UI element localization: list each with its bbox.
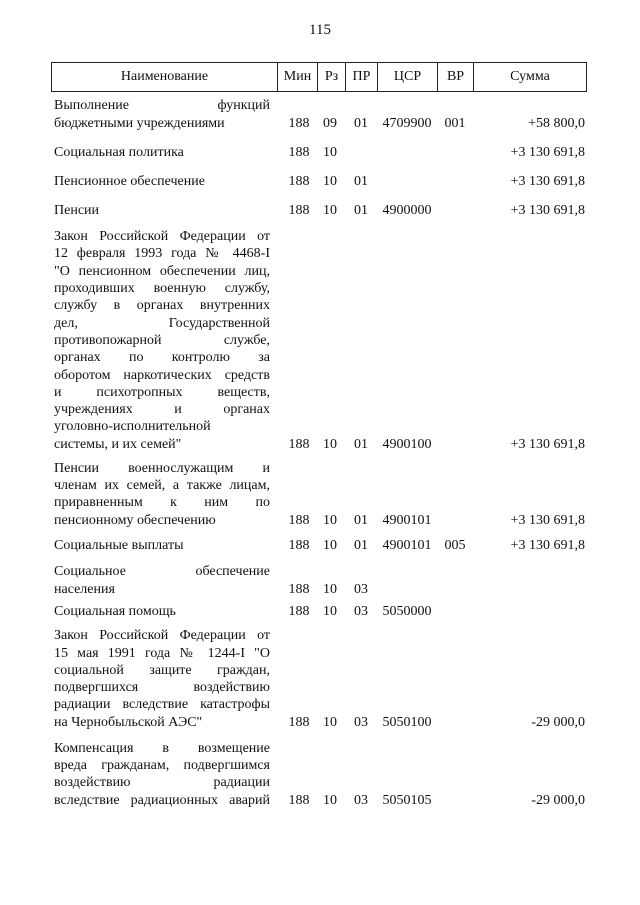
- row-pr: 03: [354, 603, 368, 619]
- page-number: 115: [309, 22, 331, 38]
- row-pr: 01: [354, 202, 368, 218]
- row-name-line: проходивших военную службу,: [54, 281, 270, 297]
- row-rz: 10: [323, 581, 337, 597]
- table-row: [0, 740, 640, 809]
- row-pr: 01: [354, 537, 368, 553]
- table-row: [0, 173, 640, 190]
- row-rz: 10: [323, 714, 337, 730]
- row-name-line: Пенсии: [54, 202, 100, 218]
- row-vr: [437, 436, 473, 453]
- row-vr: [437, 792, 473, 809]
- row-pr: [345, 144, 377, 161]
- row-name-line: противопожарной службе,: [54, 332, 270, 348]
- row-name-line: радиации вследствие катастрофы: [54, 697, 270, 713]
- row-name-line: оборотом наркотических средств: [54, 367, 270, 383]
- row-name-line: вреда гражданам, подвергшимся: [54, 758, 270, 774]
- row-name-line: бюджетными учреждениями: [54, 115, 225, 131]
- row-csr: [377, 144, 437, 161]
- row-vr: [437, 512, 473, 529]
- row-name-line: Компенсация в возмещение: [54, 740, 270, 756]
- header-vr: ВР: [438, 63, 474, 92]
- row-name: [54, 173, 270, 190]
- row-vr: [437, 144, 473, 161]
- header-min: Мин: [278, 63, 318, 92]
- row-name-line: системы, и их семей": [54, 436, 182, 452]
- row-name: [54, 144, 270, 161]
- row-name-line: социальной защите граждан,: [54, 662, 270, 678]
- row-name-line: Пенсии военнослужащим и: [54, 460, 270, 476]
- row-name-line: вследствие радиационных аварий: [54, 792, 270, 808]
- row-min: 188: [288, 115, 310, 131]
- row-name: [54, 563, 270, 598]
- row-name: [54, 740, 270, 809]
- row-rz: 10: [323, 436, 337, 452]
- row-csr: [377, 173, 437, 190]
- row-csr: [377, 581, 437, 598]
- row-sum: +58 800,0: [528, 115, 585, 131]
- row-name-line: службу в органах внутренних: [54, 298, 270, 314]
- row-pr: 01: [354, 115, 368, 131]
- row-rz: 10: [323, 537, 337, 553]
- row-name-line: Социальная политика: [54, 144, 184, 160]
- row-name-line: Социальные выплаты: [54, 537, 184, 553]
- row-pr: 03: [354, 581, 368, 597]
- table-row: [0, 563, 640, 598]
- row-min: 188: [288, 792, 310, 808]
- row-csr: 5050100: [382, 714, 432, 730]
- row-min: 188: [288, 173, 310, 189]
- row-vr: 005: [444, 537, 466, 553]
- row-rz: 10: [323, 512, 337, 528]
- row-name-line: подвергшихся воздействию: [54, 680, 270, 696]
- row-csr: 5050000: [382, 603, 432, 619]
- header-name: Наименование: [52, 63, 278, 92]
- row-pr: 03: [354, 792, 368, 808]
- row-min: 188: [288, 512, 310, 528]
- row-min: 188: [288, 436, 310, 452]
- row-name: [54, 97, 270, 132]
- row-vr: [437, 173, 473, 190]
- row-name-line: воздействию радиации: [54, 775, 270, 791]
- row-name: [54, 202, 270, 219]
- table-row: [0, 537, 640, 554]
- row-name-line: 12 февраля 1993 года № 4468-I: [54, 246, 270, 262]
- row-pr: 03: [354, 714, 368, 730]
- row-name-line: Социальная помощь: [54, 603, 176, 619]
- row-rz: 10: [323, 202, 337, 218]
- row-csr: 5050105: [382, 792, 432, 808]
- table-row: [0, 627, 640, 731]
- row-name-line: приравненным к ним по: [54, 495, 270, 511]
- row-name: [54, 460, 270, 529]
- row-sum: +3 130 691,8: [510, 173, 585, 189]
- row-csr: 4900101: [382, 512, 432, 528]
- row-pr: 01: [354, 173, 368, 189]
- header-csr: ЦСР: [378, 63, 438, 92]
- row-name-line: "О пенсионном обеспечении лиц,: [54, 263, 270, 279]
- row-name: [54, 537, 270, 554]
- row-name-line: Закон Российской Федерации от: [54, 628, 270, 644]
- row-name: [54, 228, 270, 453]
- row-sum: +3 130 691,8: [510, 202, 585, 218]
- row-csr: 4900101: [382, 537, 432, 553]
- row-vr: [437, 714, 473, 731]
- row-rz: 09: [323, 115, 337, 131]
- row-pr: 01: [354, 436, 368, 452]
- row-name-line: членам их семей, а также лицам,: [54, 478, 270, 494]
- row-vr: [437, 603, 473, 620]
- row-min: 188: [288, 144, 310, 160]
- row-name-line: органах по контролю за: [54, 350, 270, 366]
- row-name-line: Пенсионное обеспечение: [54, 173, 205, 189]
- row-vr: 001: [444, 115, 466, 131]
- table-row: [0, 144, 640, 161]
- row-rz: 10: [323, 603, 337, 619]
- header-pr: ПР: [346, 63, 378, 92]
- header-sum: Сумма: [474, 63, 587, 92]
- row-name-line: Выполнение функций: [54, 98, 270, 114]
- table-row: [0, 228, 640, 453]
- row-pr: 01: [354, 512, 368, 528]
- row-csr: 4709900: [382, 115, 432, 131]
- row-sum: +3 130 691,8: [510, 512, 585, 528]
- table-row: [0, 202, 640, 219]
- header-rz: Рз: [318, 63, 346, 92]
- table-row: [0, 97, 640, 132]
- row-name-line: Социальное обеспечение: [54, 564, 270, 580]
- row-name-line: населения: [54, 581, 115, 597]
- row-name-line: уголовно-исполнительной: [54, 419, 211, 435]
- row-min: 188: [288, 202, 310, 218]
- row-sum: -29 000,0: [531, 714, 585, 730]
- row-csr: 4900000: [382, 202, 432, 218]
- row-vr: [437, 202, 473, 219]
- row-sum: -29 000,0: [531, 792, 585, 808]
- row-rz: 10: [323, 792, 337, 808]
- row-name: [54, 627, 270, 731]
- row-min: 188: [288, 714, 310, 730]
- row-sum: +3 130 691,8: [510, 144, 585, 160]
- row-min: 188: [288, 581, 310, 597]
- table-row: [0, 603, 640, 620]
- row-sum: +3 130 691,8: [510, 436, 585, 452]
- row-min: 188: [288, 603, 310, 619]
- row-sum: +3 130 691,8: [510, 537, 585, 553]
- row-rz: 10: [323, 144, 337, 160]
- row-name-line: на Чернобыльской АЭС": [54, 714, 203, 730]
- row-name-line: дел, Государственной: [54, 315, 270, 331]
- table-row: [0, 460, 640, 529]
- row-name-line: учреждениях и органах: [54, 402, 270, 418]
- row-name-line: пенсионному обеспечению: [54, 512, 216, 528]
- row-rz: 10: [323, 173, 337, 189]
- row-name-line: Закон Российской Федерации от: [54, 229, 270, 245]
- row-name: [54, 603, 270, 620]
- row-name-line: и психотропных веществ,: [54, 384, 270, 400]
- row-min: 188: [288, 537, 310, 553]
- row-name-line: 15 мая 1991 года № 1244-I "О: [54, 645, 270, 661]
- row-csr: 4900100: [382, 436, 432, 452]
- row-vr: [437, 581, 473, 598]
